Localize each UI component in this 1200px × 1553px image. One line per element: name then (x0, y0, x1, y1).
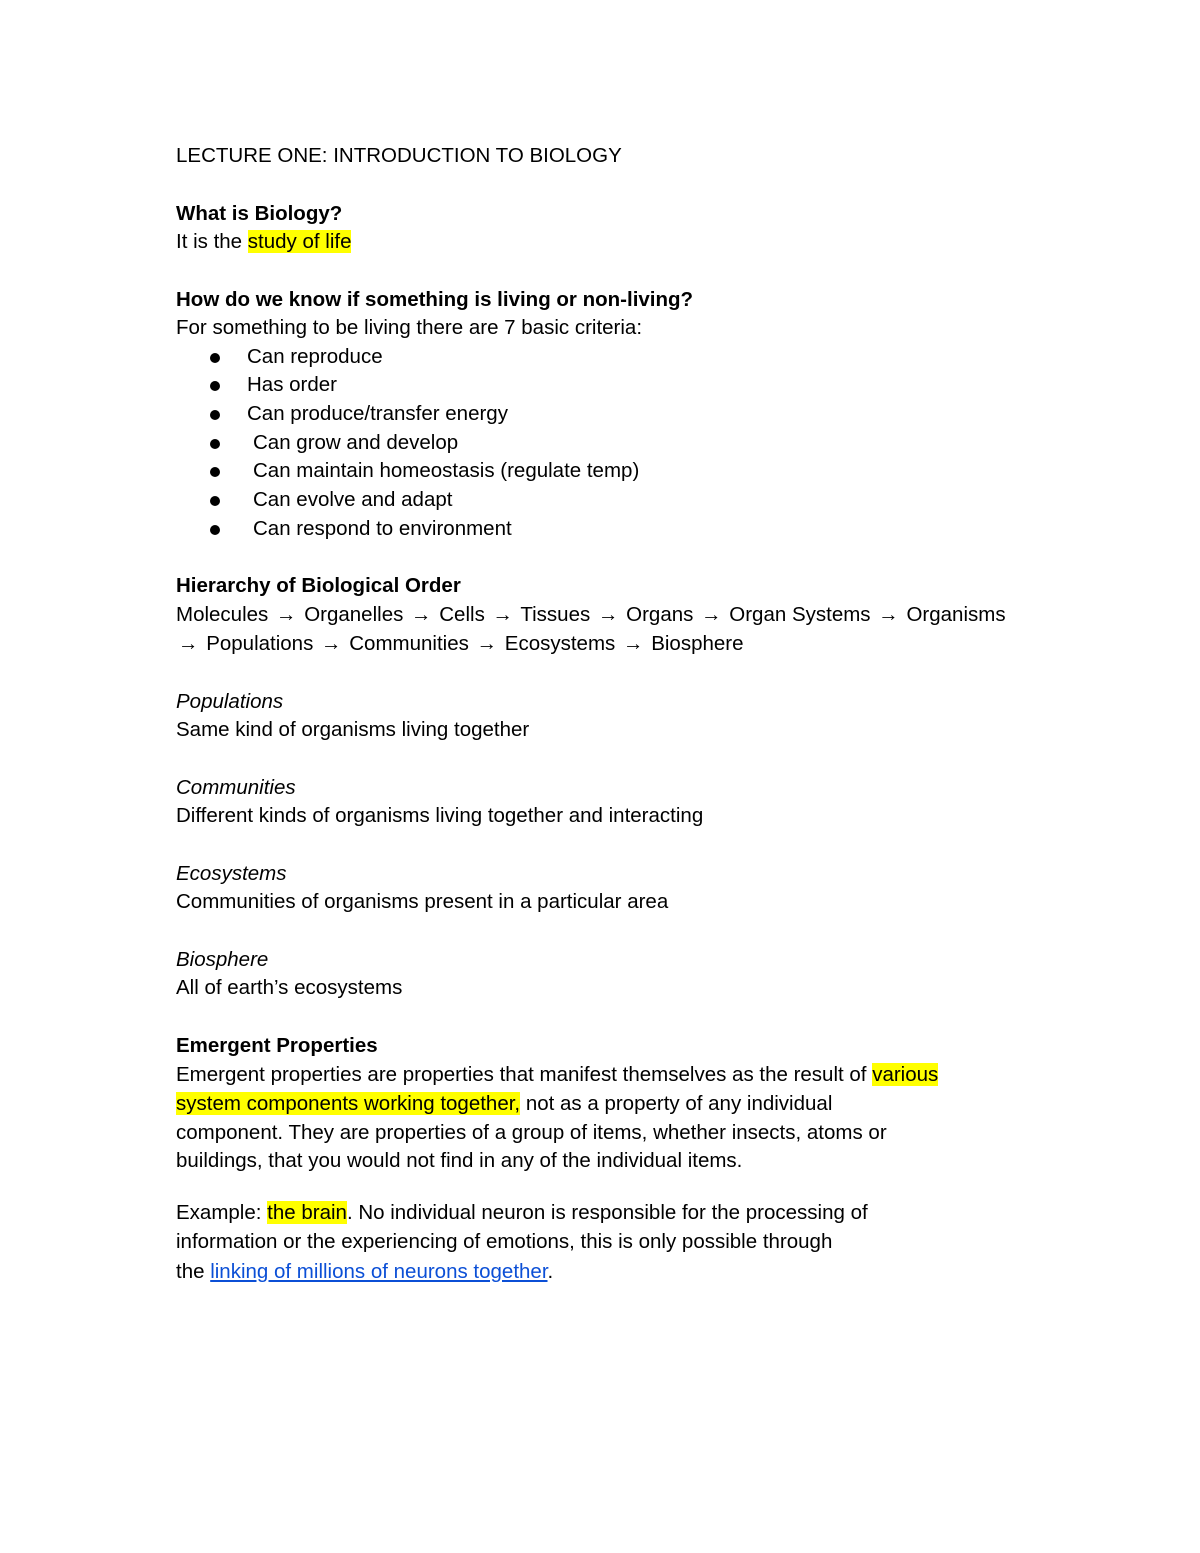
level-cells: Cells (439, 603, 485, 626)
definition-ecosystems: Communities of organisms present in a particular area (176, 890, 669, 913)
level-organ-systems: Organ Systems (729, 603, 871, 626)
definition-biosphere: All of earth’s ecosystems (176, 976, 403, 999)
arrow-icon: → (597, 603, 619, 626)
example-line-2: information or the experiencing of emotions, this is only possible through (176, 1230, 833, 1253)
arrow-icon: → (178, 632, 199, 655)
list-item: Can maintain homeostasis (regulate temp) (253, 459, 640, 482)
example-line-1 (176, 1199, 868, 1227)
arrow-icon: → (321, 632, 342, 655)
hierarchy-line-2 (176, 630, 744, 658)
list-item: Can grow and develop (253, 431, 459, 454)
emergent-line-4: buildings, that you would not find in any of the individual items. (176, 1149, 743, 1172)
highlight-system-components: system components working together, (176, 1092, 521, 1115)
biology-definition (176, 228, 351, 256)
term-populations: Populations (176, 690, 284, 713)
arrow-icon: → (492, 603, 514, 626)
bullet-icon (210, 439, 220, 449)
what-is-biology-heading: What is Biology? (176, 202, 343, 225)
criteria-intro: For something to be living there are 7 basic criteria: (176, 316, 643, 339)
term-biosphere: Biosphere (176, 948, 269, 971)
level-ecosystems: Ecosystems (504, 632, 616, 655)
example-label: Example: (176, 1201, 268, 1224)
highlight-various: various (872, 1063, 939, 1086)
bullet-icon (210, 467, 220, 477)
arrow-icon: → (476, 632, 498, 655)
emergent-line-3: component. They are properties of a group of items, whether insects, atoms or (176, 1121, 887, 1144)
definition-communities: Different kinds of organisms living together and interacting (176, 804, 704, 827)
list-item: Has order (247, 373, 338, 396)
example-text: . No individual neuron is responsible for the processing of (346, 1201, 868, 1224)
bullet-icon (210, 381, 220, 391)
arrow-icon: → (622, 632, 644, 655)
level-molecules: Molecules (176, 603, 269, 626)
highlight-study-of-life: study of life (247, 230, 352, 253)
bullet-icon (210, 353, 220, 363)
emergent-heading: Emergent Properties (176, 1034, 378, 1057)
term-ecosystems: Ecosystems (176, 862, 287, 885)
emergent-line-2 (176, 1090, 832, 1118)
list-item: Can produce/transfer energy (247, 402, 508, 425)
level-organisms: Organisms (906, 603, 1006, 626)
level-organs: Organs (626, 603, 694, 626)
list-item: Can reproduce (247, 345, 383, 368)
term-communities: Communities (176, 776, 296, 799)
emergent-line-1 (176, 1061, 938, 1089)
level-tissues: Tissues (520, 603, 591, 626)
hierarchy-line-1 (176, 601, 1006, 629)
example-suffix: . (547, 1260, 554, 1283)
level-organelles: Organelles (304, 603, 404, 626)
bullet-icon (210, 410, 220, 420)
bullet-icon (210, 525, 220, 535)
arrow-icon: → (878, 603, 899, 626)
emergent-text: Emergent properties are properties that manifest themselves as the result of (176, 1063, 873, 1086)
list-item: Can respond to environment (253, 517, 512, 540)
example-line-3 (176, 1258, 553, 1286)
arrow-icon: → (276, 603, 297, 626)
definition-prefix: It is the (176, 230, 248, 253)
level-biosphere: Biosphere (651, 632, 744, 655)
example-prefix: the (176, 1260, 211, 1283)
emergent-text: not as a property of any individual (520, 1092, 833, 1115)
page-title: LECTURE ONE: INTRODUCTION TO BIOLOGY (176, 144, 622, 167)
bullet-icon (210, 496, 220, 506)
highlight-the-brain: the brain (267, 1201, 347, 1224)
list-item: Can evolve and adapt (253, 488, 453, 511)
neurons-link[interactable]: linking of millions of neurons together (210, 1260, 548, 1283)
hierarchy-heading: Hierarchy of Biological Order (176, 574, 461, 597)
living-criteria-heading: How do we know if something is living or non-living? (176, 288, 694, 311)
level-populations: Populations (206, 632, 314, 655)
level-communities: Communities (349, 632, 469, 655)
arrow-icon: → (701, 603, 722, 626)
definition-populations: Same kind of organisms living together (176, 718, 530, 741)
arrow-icon: → (411, 603, 432, 626)
